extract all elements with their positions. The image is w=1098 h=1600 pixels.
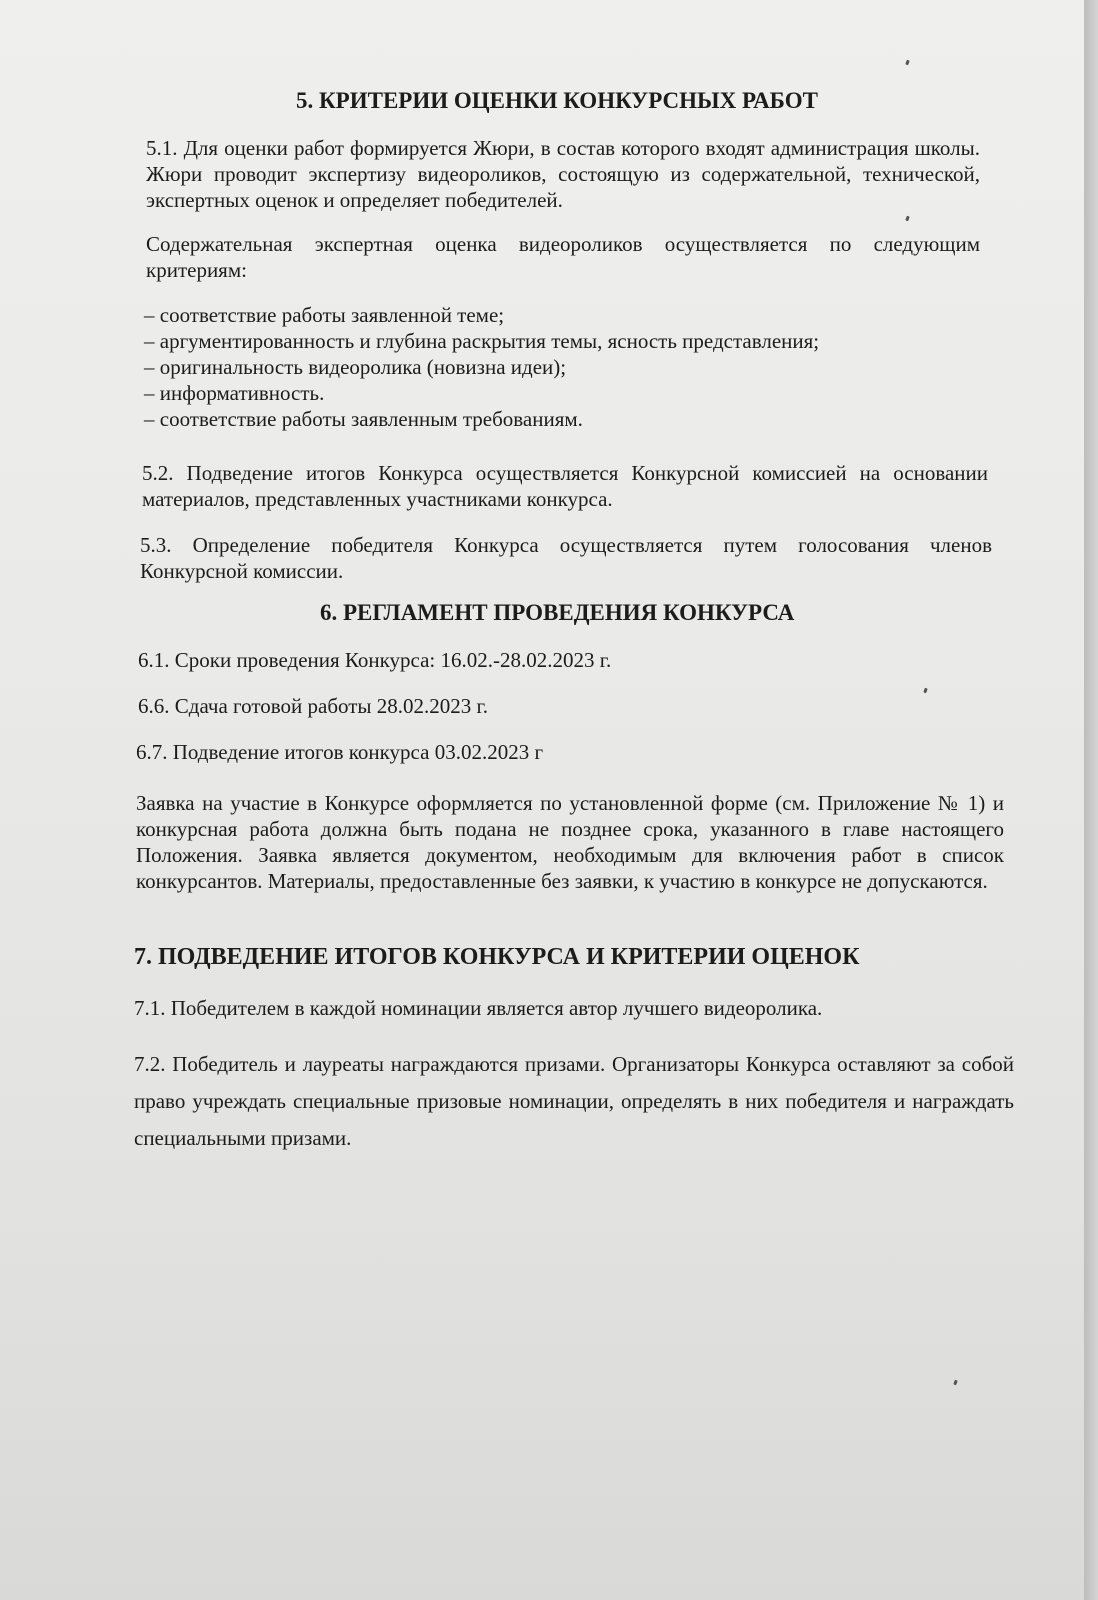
paper-speck	[953, 1380, 958, 1386]
paragraph-7-2: 7.2. Победитель и лауреаты награждаются призами. Организаторы Конкурса оставляют за собой право учреждать специальные призовые номинации, определять в них победителя и награждать специальными призами.	[134, 1052, 1014, 1150]
section-5-heading: 5. КРИТЕРИИ ОЦЕНКИ КОНКУРСНЫХ РАБОТ	[296, 88, 818, 113]
application-paragraph: Заявка на участие в Конкурсе оформляется по установленной форме (см. Приложение № 1) и конкурсная работа должна быть подана не позднее срока, указанного в главе настоящего Положения. Заявка является документом, необходимым для включения работ в список конкурсантов. Материалы, предоставленные без заявки, к участию в конкурсе не допускаются.	[136, 791, 1004, 893]
section-7-heading: 7. ПОДВЕДЕНИЕ ИТОГОВ КОНКУРСА И КРИТЕРИИ ОЦЕНОК	[134, 944, 860, 970]
paragraph-6-6: 6.6. Сдача готовой работы 28.02.2023 г.	[138, 694, 489, 718]
section-6-heading: 6. РЕГЛАМЕНТ ПРОВЕДЕНИЯ КОНКУРСА	[320, 600, 795, 625]
paragraph-5-1: 5.1. Для оценки работ формируется Жюри, в состав которого входят администрация школы. Жюри проводит экспертизу видеороликов, состоящую из содержательной, технической, экспертных оценок и определяет победителей.	[146, 136, 980, 212]
paragraph-5-2: 5.2. Подведение итогов Конкурса осуществляется Конкурсной комиссией на основании материалов, представленных участниками конкурса.	[142, 461, 988, 511]
list-item: – соответствие работы заявленной теме;	[144, 303, 505, 327]
list-item: – соответствие работы заявленным требованиям.	[144, 407, 583, 431]
paragraph-7-1: 7.1. Победителем в каждой номинации является автор лучшего видеоролика.	[134, 996, 823, 1020]
paper-speck	[905, 216, 910, 222]
list-item: – аргументированность и глубина раскрытия темы, ясность представления;	[144, 329, 820, 353]
list-item: – информативность.	[144, 381, 325, 405]
paragraph-6-7: 6.7. Подведение итогов конкурса 03.02.2023 г	[136, 740, 544, 764]
criteria-list	[144, 302, 819, 432]
paper-edge-shadow	[1084, 0, 1098, 1600]
list-item: – оригинальность видеоролика (новизна идеи);	[144, 355, 567, 379]
paper-speck	[923, 688, 928, 694]
paper-speck	[905, 60, 910, 66]
paragraph-5-3: 5.3. Определение победителя Конкурса осуществляется путем голосования членов Конкурсной комиссии.	[140, 533, 992, 583]
paragraph-6-1: 6.1. Сроки проведения Конкурса: 16.02.-28.02.2023 г.	[138, 648, 612, 672]
criteria-intro: Содержательная экспертная оценка видеороликов осуществляется по следующим критериям:	[146, 232, 980, 282]
